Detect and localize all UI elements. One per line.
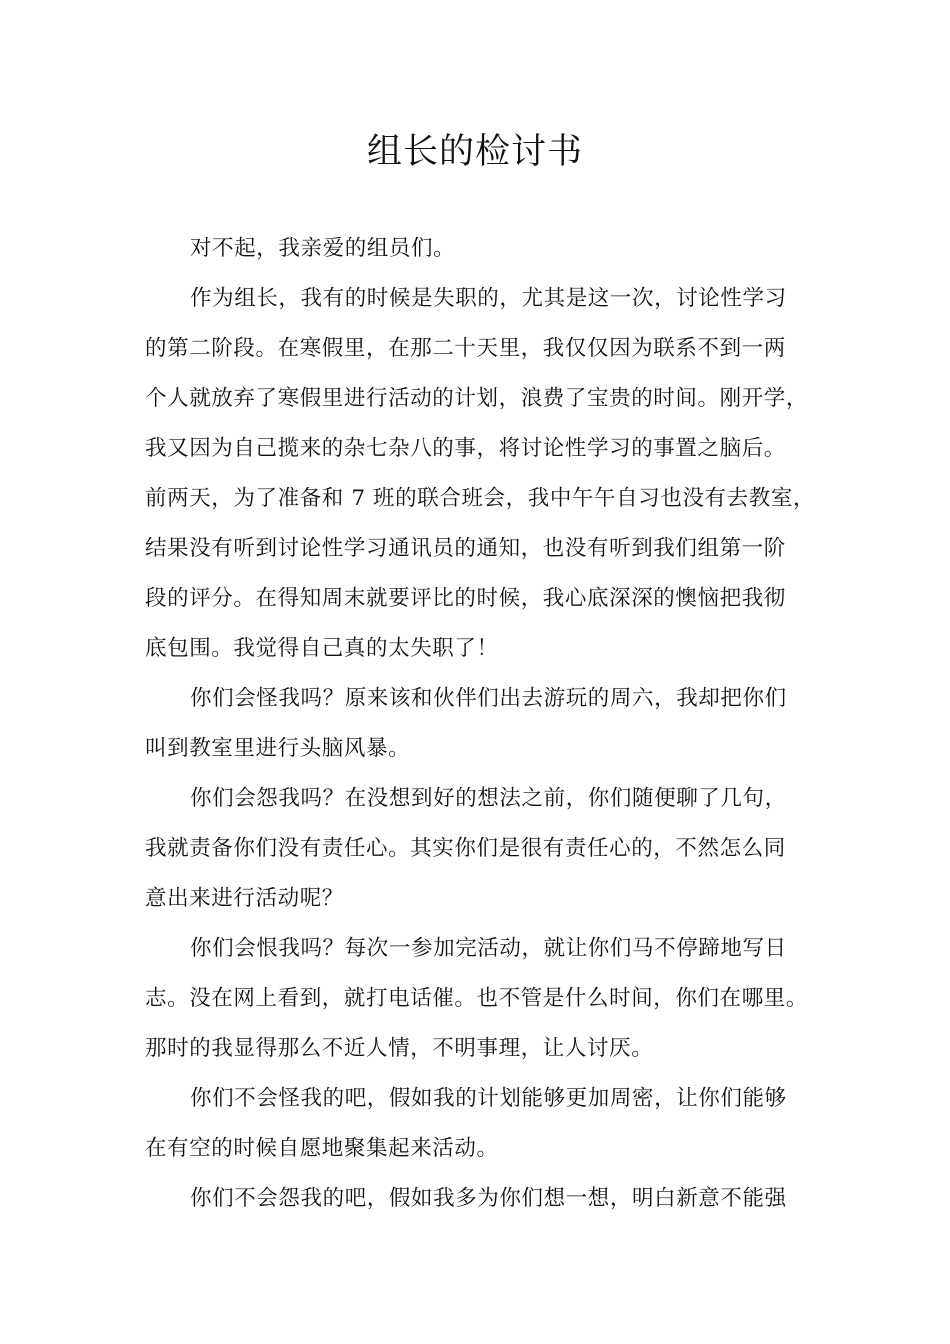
paragraph-line: 志。没在网上看到，就打电话催。也不管是什么时间，你们在哪里。 — [145, 986, 809, 1011]
paragraph-line: 作为组长，我有的时候是失职的，尤其是这一次，讨论性学习 — [190, 286, 787, 311]
paragraph-line: 你们会怪我吗？原来该和伙伴们出去游玩的周六，我却把你们 — [190, 686, 787, 711]
paragraph-line: 那时的我显得那么不近人情，不明事理，让人讨厌。 — [145, 1036, 654, 1061]
paragraph-line: 意出来进行活动呢？ — [145, 886, 344, 911]
paragraph-line: 我又因为自己揽来的杂七杂八的事，将讨论性学习的事置之脑后。 — [145, 436, 786, 461]
paragraph-line: 的第二阶段。在寒假里，在那二十天里，我仅仅因为联系不到一两 — [145, 336, 786, 361]
paragraph-line: 对不起，我亲爱的组员们。 — [190, 236, 456, 261]
paragraph-line: 你们会恨我吗？每次一参加完活动，就让你们马不停蹄地写日 — [190, 936, 787, 961]
paragraph-line: 前两天，为了准备和 7 班的联合班会，我中午午自习也没有去教室， — [145, 486, 816, 511]
paragraph-line: 你们不会怨我的吧，假如我多为你们想一想，明白新意不能强 — [190, 1186, 787, 1211]
paragraph-line: 叫到教室里进行头脑风暴。 — [145, 736, 411, 761]
paragraph-line: 我就责备你们没有责任心。其实你们是很有责任心的，不然怎么同 — [145, 836, 786, 861]
paragraph-line: 在有空的时候自愿地聚集起来活动。 — [145, 1136, 499, 1161]
paragraph-line: 结果没有听到讨论性学习通讯员的通知，也没有听到我们组第一阶 — [145, 536, 786, 561]
paragraph-line: 你们不会怪我的吧，假如我的计划能够更加周密，让你们能够 — [190, 1086, 787, 1111]
paragraph-line: 个人就放弃了寒假里进行活动的计划，浪费了宝贵的时间。刚开学， — [145, 386, 809, 411]
document-title: 组长的检讨书 — [366, 132, 583, 172]
paragraph-line: 段的评分。在得知周末就要评比的时候，我心底深深的懊恼把我彻 — [145, 586, 786, 611]
paragraph-line: 底包围。我觉得自己真的太失职了！ — [145, 636, 499, 661]
paragraph-line: 你们会怨我吗？在没想到好的想法之前，你们随便聊了几句， — [190, 786, 787, 811]
